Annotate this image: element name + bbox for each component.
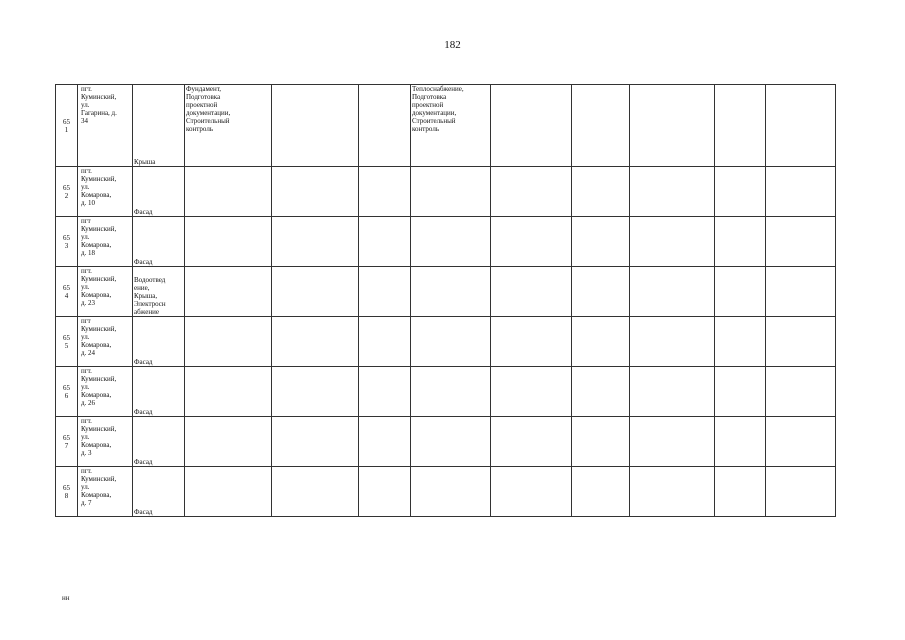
empty-cell <box>715 217 766 267</box>
work-type-cell: Крыша <box>133 85 185 167</box>
address-cell: пгт. Куминский, ул. Комарова, д. 10 <box>78 167 133 217</box>
empty-cell <box>572 167 630 217</box>
empty-cell <box>572 367 630 417</box>
empty-cell <box>630 367 715 417</box>
empty-cell <box>491 467 572 517</box>
work-detail-cell <box>185 417 272 467</box>
empty-cell <box>766 467 836 517</box>
empty-cell <box>359 467 411 517</box>
empty-cell <box>272 417 359 467</box>
empty-cell <box>572 317 630 367</box>
work-type-cell: Фасад <box>133 367 185 417</box>
row-number-cell: 65 4 <box>56 267 78 317</box>
empty-cell <box>766 167 836 217</box>
work-detail-cell <box>411 467 491 517</box>
empty-cell <box>630 317 715 367</box>
empty-cell <box>359 167 411 217</box>
empty-cell <box>766 417 836 467</box>
row-number-cell: 65 7 <box>56 417 78 467</box>
empty-cell <box>766 85 836 167</box>
address-cell: пгт. Куминский, ул. Комарова, д. 23 <box>78 267 133 317</box>
empty-cell <box>491 417 572 467</box>
work-detail-cell <box>185 317 272 367</box>
page-number: 182 <box>444 39 461 51</box>
empty-cell <box>491 217 572 267</box>
work-detail-cell: Теплоснабжение, Подготовка проектной документации, Строительный контроль <box>411 85 491 167</box>
empty-cell <box>630 85 715 167</box>
empty-cell <box>715 367 766 417</box>
table-row <box>56 267 836 317</box>
empty-cell <box>766 267 836 317</box>
empty-cell <box>630 467 715 517</box>
empty-cell <box>715 167 766 217</box>
address-cell: пгт Куминский, ул. Комарова, д. 24 <box>78 317 133 367</box>
work-detail-cell <box>185 267 272 317</box>
work-detail-cell <box>411 367 491 417</box>
empty-cell <box>572 267 630 317</box>
work-detail-cell <box>185 367 272 417</box>
table-row <box>56 217 836 267</box>
address-cell: пгт. Куминский, ул. Комарова, д. 7 <box>78 467 133 517</box>
empty-cell <box>630 417 715 467</box>
row-number-cell: 65 1 <box>56 85 78 167</box>
empty-cell <box>491 85 572 167</box>
empty-cell <box>272 317 359 367</box>
work-detail-cell <box>185 467 272 517</box>
work-detail-cell <box>411 417 491 467</box>
empty-cell <box>491 367 572 417</box>
empty-cell <box>359 367 411 417</box>
table-row <box>56 85 836 167</box>
works-table <box>55 84 836 517</box>
footer-mark: нн <box>62 594 70 602</box>
empty-cell <box>715 467 766 517</box>
empty-cell <box>491 267 572 317</box>
address-cell: пгт. Куминский, ул. Гагарина, д. 34 <box>78 85 133 167</box>
empty-cell <box>766 317 836 367</box>
row-number-cell: 65 8 <box>56 467 78 517</box>
work-type-cell: Фасад <box>133 217 185 267</box>
empty-cell <box>715 85 766 167</box>
empty-cell <box>491 317 572 367</box>
empty-cell <box>715 317 766 367</box>
empty-cell <box>766 217 836 267</box>
work-type-cell: Водоотвед ение, Крыша, Электросн абжение <box>133 267 185 317</box>
empty-cell <box>572 217 630 267</box>
empty-cell <box>359 317 411 367</box>
work-detail-cell <box>411 217 491 267</box>
work-detail-cell <box>411 167 491 217</box>
work-detail-cell <box>411 317 491 367</box>
empty-cell <box>272 367 359 417</box>
table-row <box>56 317 836 367</box>
address-cell: пгт. Куминский, ул. Комарова, д. 3 <box>78 417 133 467</box>
empty-cell <box>359 267 411 317</box>
empty-cell <box>715 417 766 467</box>
work-type-cell: Фасад <box>133 417 185 467</box>
empty-cell <box>491 167 572 217</box>
empty-cell <box>272 467 359 517</box>
empty-cell <box>715 267 766 317</box>
work-type-cell: Фасад <box>133 167 185 217</box>
row-number-cell: 65 5 <box>56 317 78 367</box>
address-cell: пгт Куминский, ул. Комарова, д. 18 <box>78 217 133 267</box>
table-row <box>56 167 836 217</box>
empty-cell <box>359 417 411 467</box>
empty-cell <box>272 267 359 317</box>
empty-cell <box>630 167 715 217</box>
table-row <box>56 417 836 467</box>
empty-cell <box>766 367 836 417</box>
work-detail-cell <box>185 217 272 267</box>
empty-cell <box>572 467 630 517</box>
work-detail-cell: Фундамент, Подготовка проектной документации, Строительный контроль <box>185 85 272 167</box>
row-number-cell: 65 2 <box>56 167 78 217</box>
work-type-cell: Фасад <box>133 467 185 517</box>
table-row <box>56 367 836 417</box>
empty-cell <box>272 85 359 167</box>
empty-cell <box>630 267 715 317</box>
empty-cell <box>572 85 630 167</box>
row-number-cell: 65 6 <box>56 367 78 417</box>
empty-cell <box>359 85 411 167</box>
empty-cell <box>359 217 411 267</box>
address-cell: пгт. Куминский, ул. Комарова, д. 26 <box>78 367 133 417</box>
work-detail-cell <box>185 167 272 217</box>
empty-cell <box>272 167 359 217</box>
work-detail-cell <box>411 267 491 317</box>
empty-cell <box>572 417 630 467</box>
empty-cell <box>272 217 359 267</box>
work-type-cell: Фасад <box>133 317 185 367</box>
row-number-cell: 65 3 <box>56 217 78 267</box>
table-row <box>56 467 836 517</box>
empty-cell <box>630 217 715 267</box>
